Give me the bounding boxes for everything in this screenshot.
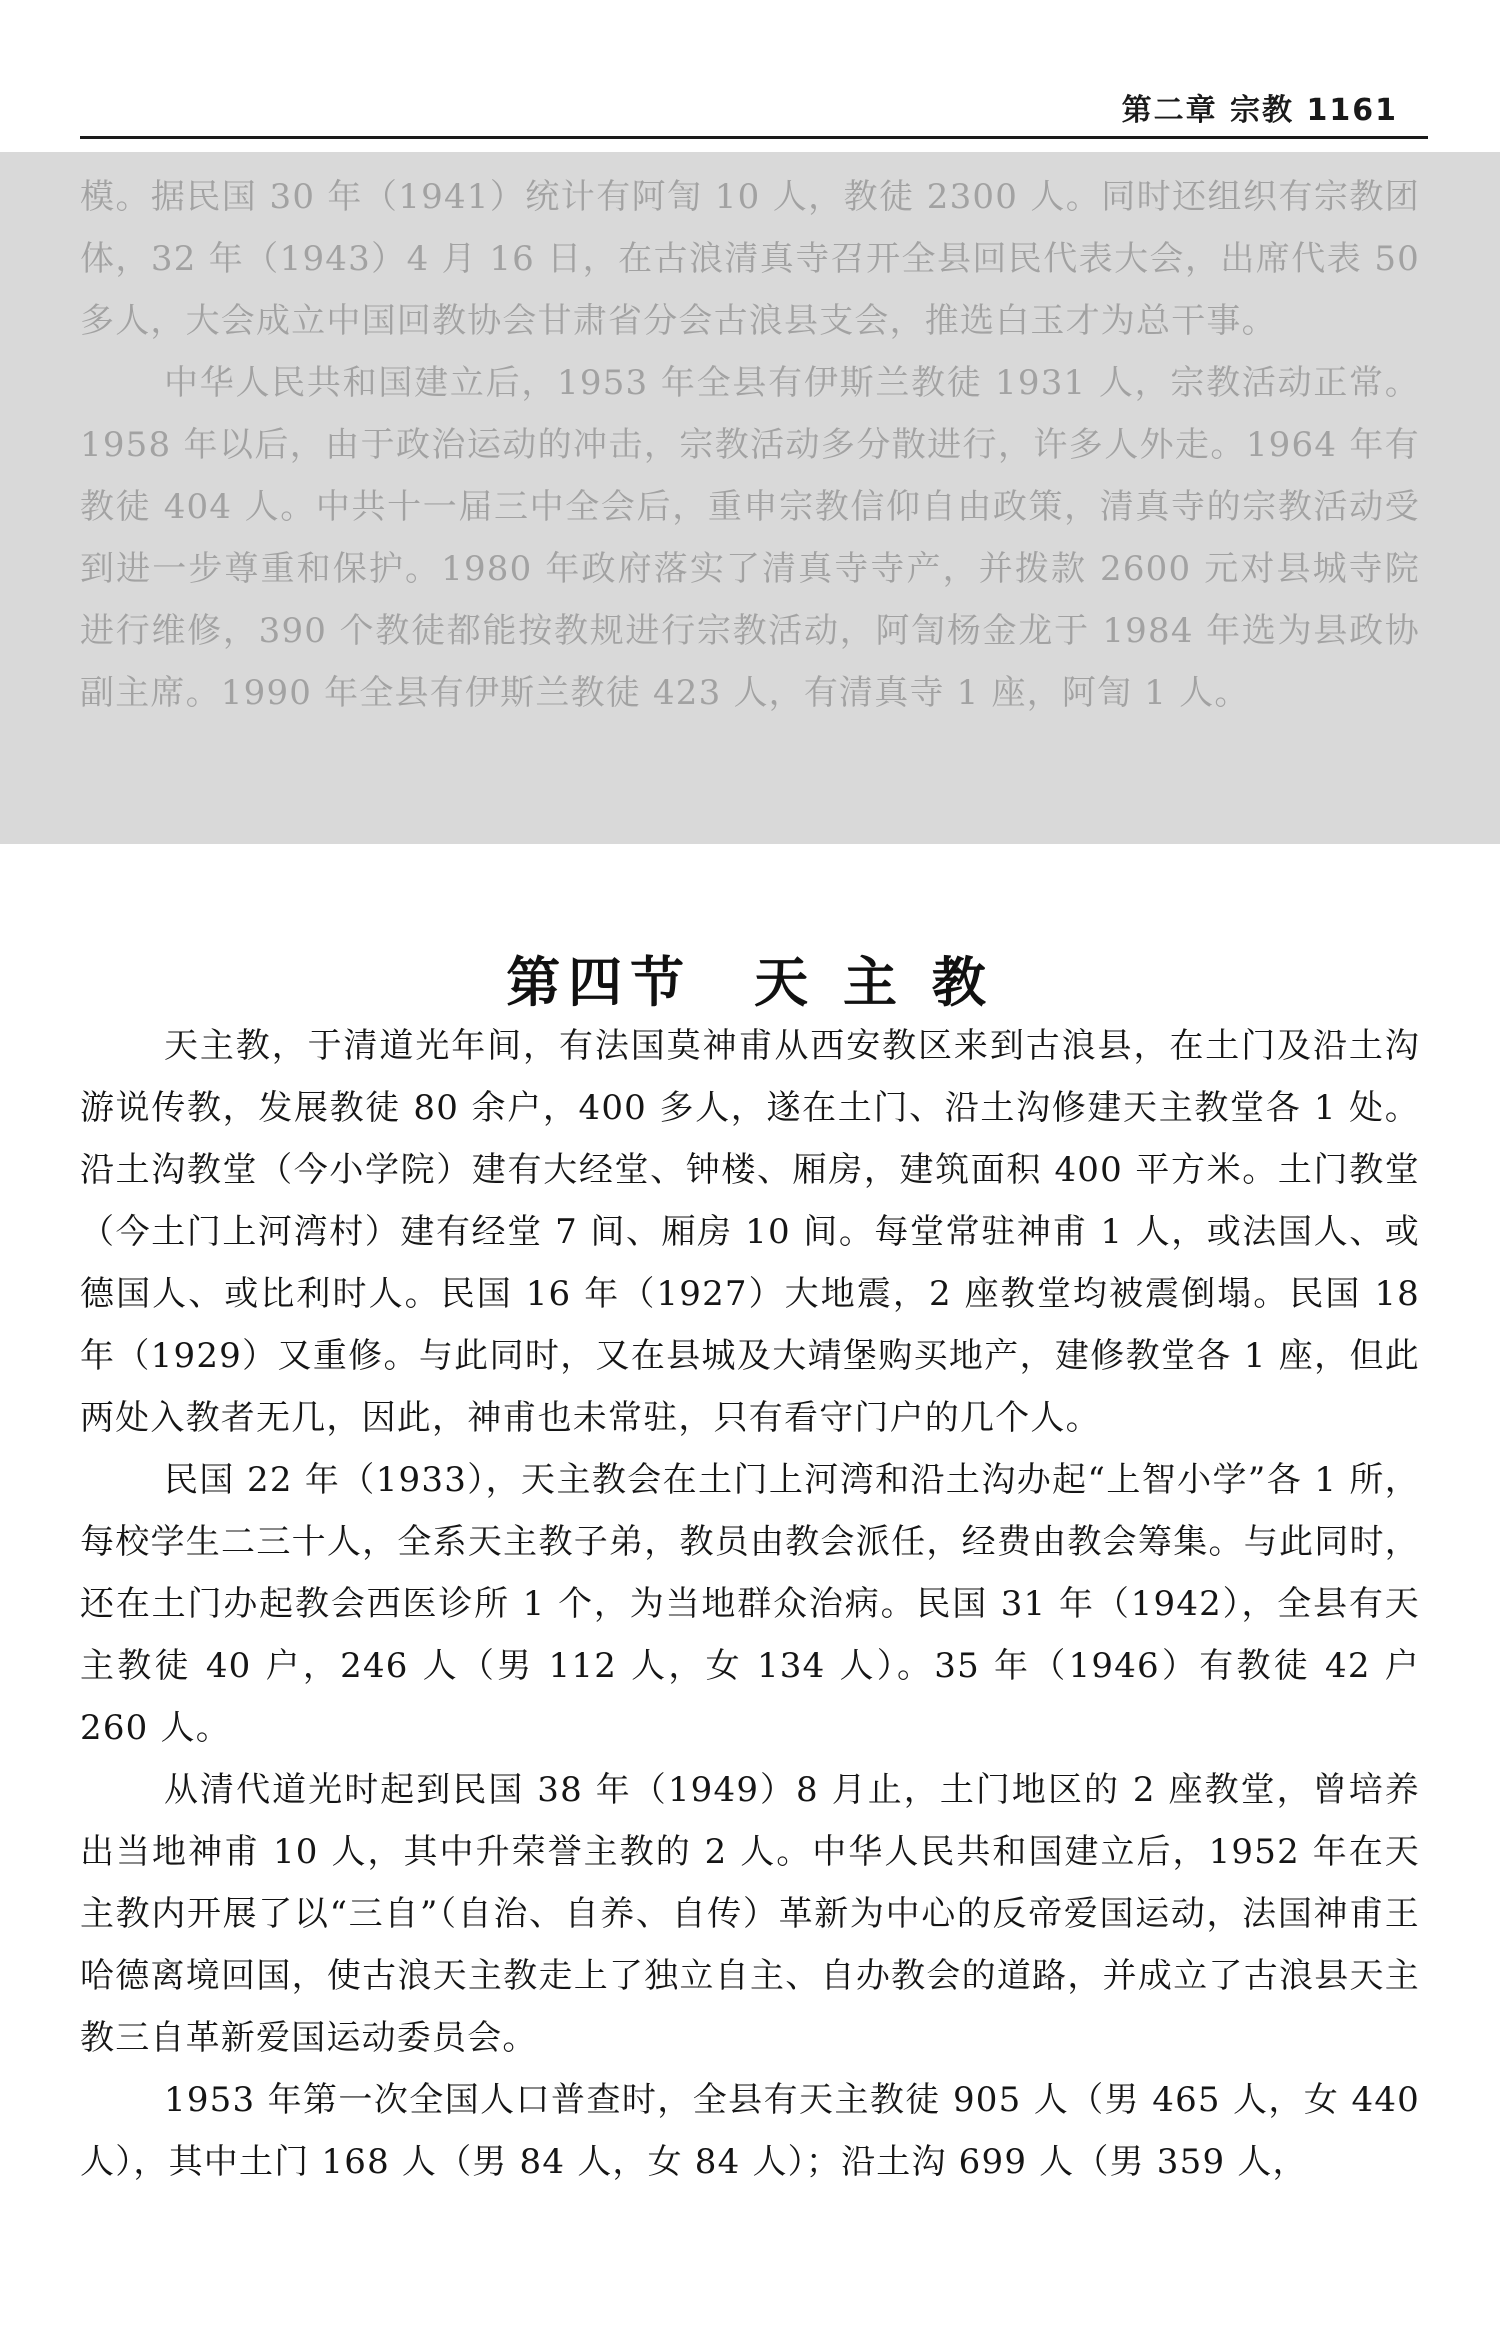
main-body-text [80,1015,1420,2193]
body-paragraph-1: 天主教，于清道光年间，有法国莫神甫从西安教区来到古浪县，在土门及沿土沟游说传教，发展教徒 80 余户，400 多人，遂在土门、沿土沟修建天主教堂各 1 处。沿土沟教堂（今小学院）建有大经堂、钟楼、厢房，建筑面积 400 平方米。土门教堂（今土门上河湾村）建有经堂 7 间、厢房 10 间。每堂常驻神甫 1 人，或法国人、或德国人、或比利时人。民国 16 年（1927）大地震，2 座教堂均被震倒塌。民国 18 年（1929）又重修。与此同时，又在县城及大靖堡购买地产，建修教堂各 1 座，但此两处入教者无几，因此，神甫也未常驻，只有看守门户的几个人。 [80,1026,1420,1438]
running-header [80,78,1428,139]
faded-paragraph-2: 中华人民共和国建立后，1953 年全县有伊斯兰教徒 1931 人，宗教活动正常。1958 年以后，由于政治运动的冲击，宗教活动多分散进行，许多人外走。1964 年有教徒 404 人。中共十一届三中全会后，重申宗教信仰自由政策，清真寺的宗教活动受到进一步尊重和保护。1980 年政府落实了清真寺寺产，并拨款 2600 元对县城寺院进行维修，390 个教徒都能按教规进行宗教活动，阿訇杨金龙于 1984 年选为县政协副主席。1990 年全县有伊斯兰教徒 423 人，有清真寺 1 座，阿訇 1 人。 [80,363,1420,713]
body-paragraph-2: 民国 22 年（1933），天主教会在土门上河湾和沿土沟办起“上智小学”各 1 所，每校学生二三十人，全系天主教子弟，教员由教会派任，经费由教会筹集。与此同时，还在土门办起教会西医诊所 1 个，为当地群众治病。民国 31 年（1942），全县有天主教徒 40 户，246 人（男 112 人，女 134 人）。35 年（1946）有教徒 42 户 260 人。 [80,1460,1420,1748]
section-title: 第四节 天 主 教 [506,950,994,1014]
body-paragraph-4: 1953 年第一次全国人口普查时，全县有天主教徒 905 人（男 465 人，女 440 人），其中土门 168 人（男 84 人，女 84 人）；沿土沟 699 人（男 359 人， [80,2080,1420,2182]
body-paragraph-3: 从清代道光时起到民国 38 年（1949）8 月止，土门地区的 2 座教堂，曾培养出当地神甫 10 人，其中升荣誉主教的 2 人。中华人民共和国建立后，1952 年在天主教内开展了以“三自”（自治、自养、自传）革新为中心的反帝爱国运动，法国神甫王哈德离境回国，使古浪天主教走上了独立自主、自办教会的道路，并成立了古浪县天主教三自革新爱国运动委员会。 [80,1770,1420,2058]
header-chapter-page: 第二章 宗教 1161 [1121,93,1398,128]
faded-text-column [80,166,1420,724]
faded-paragraph-1: 模。据民国 30 年（1941）统计有阿訇 10 人，教徒 2300 人。同时还组织有宗教团体，32 年（1943）4 月 16 日，在古浪清真寺召开全县回民代表大会，出席代表 50 多人，大会成立中国回教协会甘肃省分会古浪县支会，推选白玉才为总干事。 [80,177,1420,341]
